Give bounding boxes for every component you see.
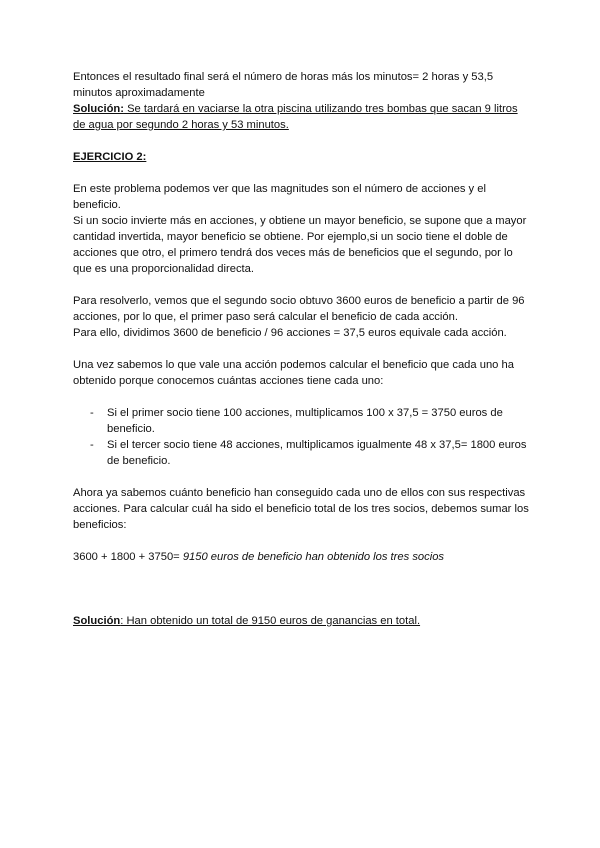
bullet-dash: -	[90, 407, 94, 419]
exercise2-paragraph-5: Una vez sabemos lo que vale una acción podemos calcular el beneficio que cada uno ha obtenido porque conocemos cuántas acciones tiene cada uno:	[73, 359, 514, 387]
exercise2-heading: EJERCICIO 2:	[73, 151, 147, 163]
sum-expression: 3600 + 1800 + 3750=	[73, 551, 183, 563]
bullet-list	[73, 405, 533, 469]
sum-result: 9150 euros de beneficio han obtenido los tres socios	[182, 551, 445, 563]
bullet-text: Si el tercer socio tiene 48 acciones, multiplicamos igualmente 48 x 37,5= 1800 euros de beneficio.	[107, 439, 527, 467]
exercise2-paragraph-4: Para ello, dividimos 3600 de beneficio / 96 acciones = 37,5 euros equivale cada acción.	[73, 327, 507, 339]
sum-line	[73, 549, 533, 565]
exercise2-paragraph-3: Para resolverlo, vemos que el segundo socio obtuvo 3600 euros de beneficio a partir de 96 acciones, por lo que, el primer paso será calcular el beneficio de cada acción.	[73, 295, 525, 323]
exercise2-paragraph-2: Si un socio invierte más en acciones, y obtiene un mayor beneficio, se supone que a mayor cantidad invertida, mayor beneficio se obtiene. Por ejemplo,si un socio tiene el doble de acciones que otro, el primero tendrá dos veces más de beneficios que el segundo, por lo que es una proporcionalidad directa.	[73, 215, 527, 275]
bullet-dash: -	[90, 439, 94, 451]
exercise2-paragraph-1: En este problema podemos ver que las magnitudes son el número de acciones y el beneficio.	[73, 183, 486, 211]
list-item	[90, 437, 533, 469]
intro-solution	[73, 101, 533, 133]
list-item	[90, 405, 533, 437]
bullet-text: Si el primer socio tiene 100 acciones, multiplicamos 100 x 37,5 = 3750 euros de beneficio.	[107, 407, 503, 435]
exercise2-solution-text: : Han obtenido un total de 9150 euros de ganancias en total.	[120, 615, 421, 627]
intro-solution-label: Solución:	[73, 103, 124, 115]
exercise2-solution	[73, 613, 533, 629]
intro-line: Entonces el resultado final será el número de horas más los minutos= 2 horas y 53,5 minutos aproximadamente	[73, 71, 494, 99]
exercise2-solution-label: Solución	[73, 615, 121, 627]
exercise2-paragraph-6: Ahora ya sabemos cuánto beneficio han conseguido cada uno de ellos con sus respectivas acciones. Para calcular cuál ha sido el beneficio total de los tres socios, debemos sumar los beneficios:	[73, 487, 529, 531]
intro-solution-text: Se tardará en vaciarse la otra piscina utilizando tres bombas que sacan 9 litros de agua por segundo 2 horas y 53 minutos.	[73, 103, 518, 131]
document-page	[73, 69, 533, 629]
